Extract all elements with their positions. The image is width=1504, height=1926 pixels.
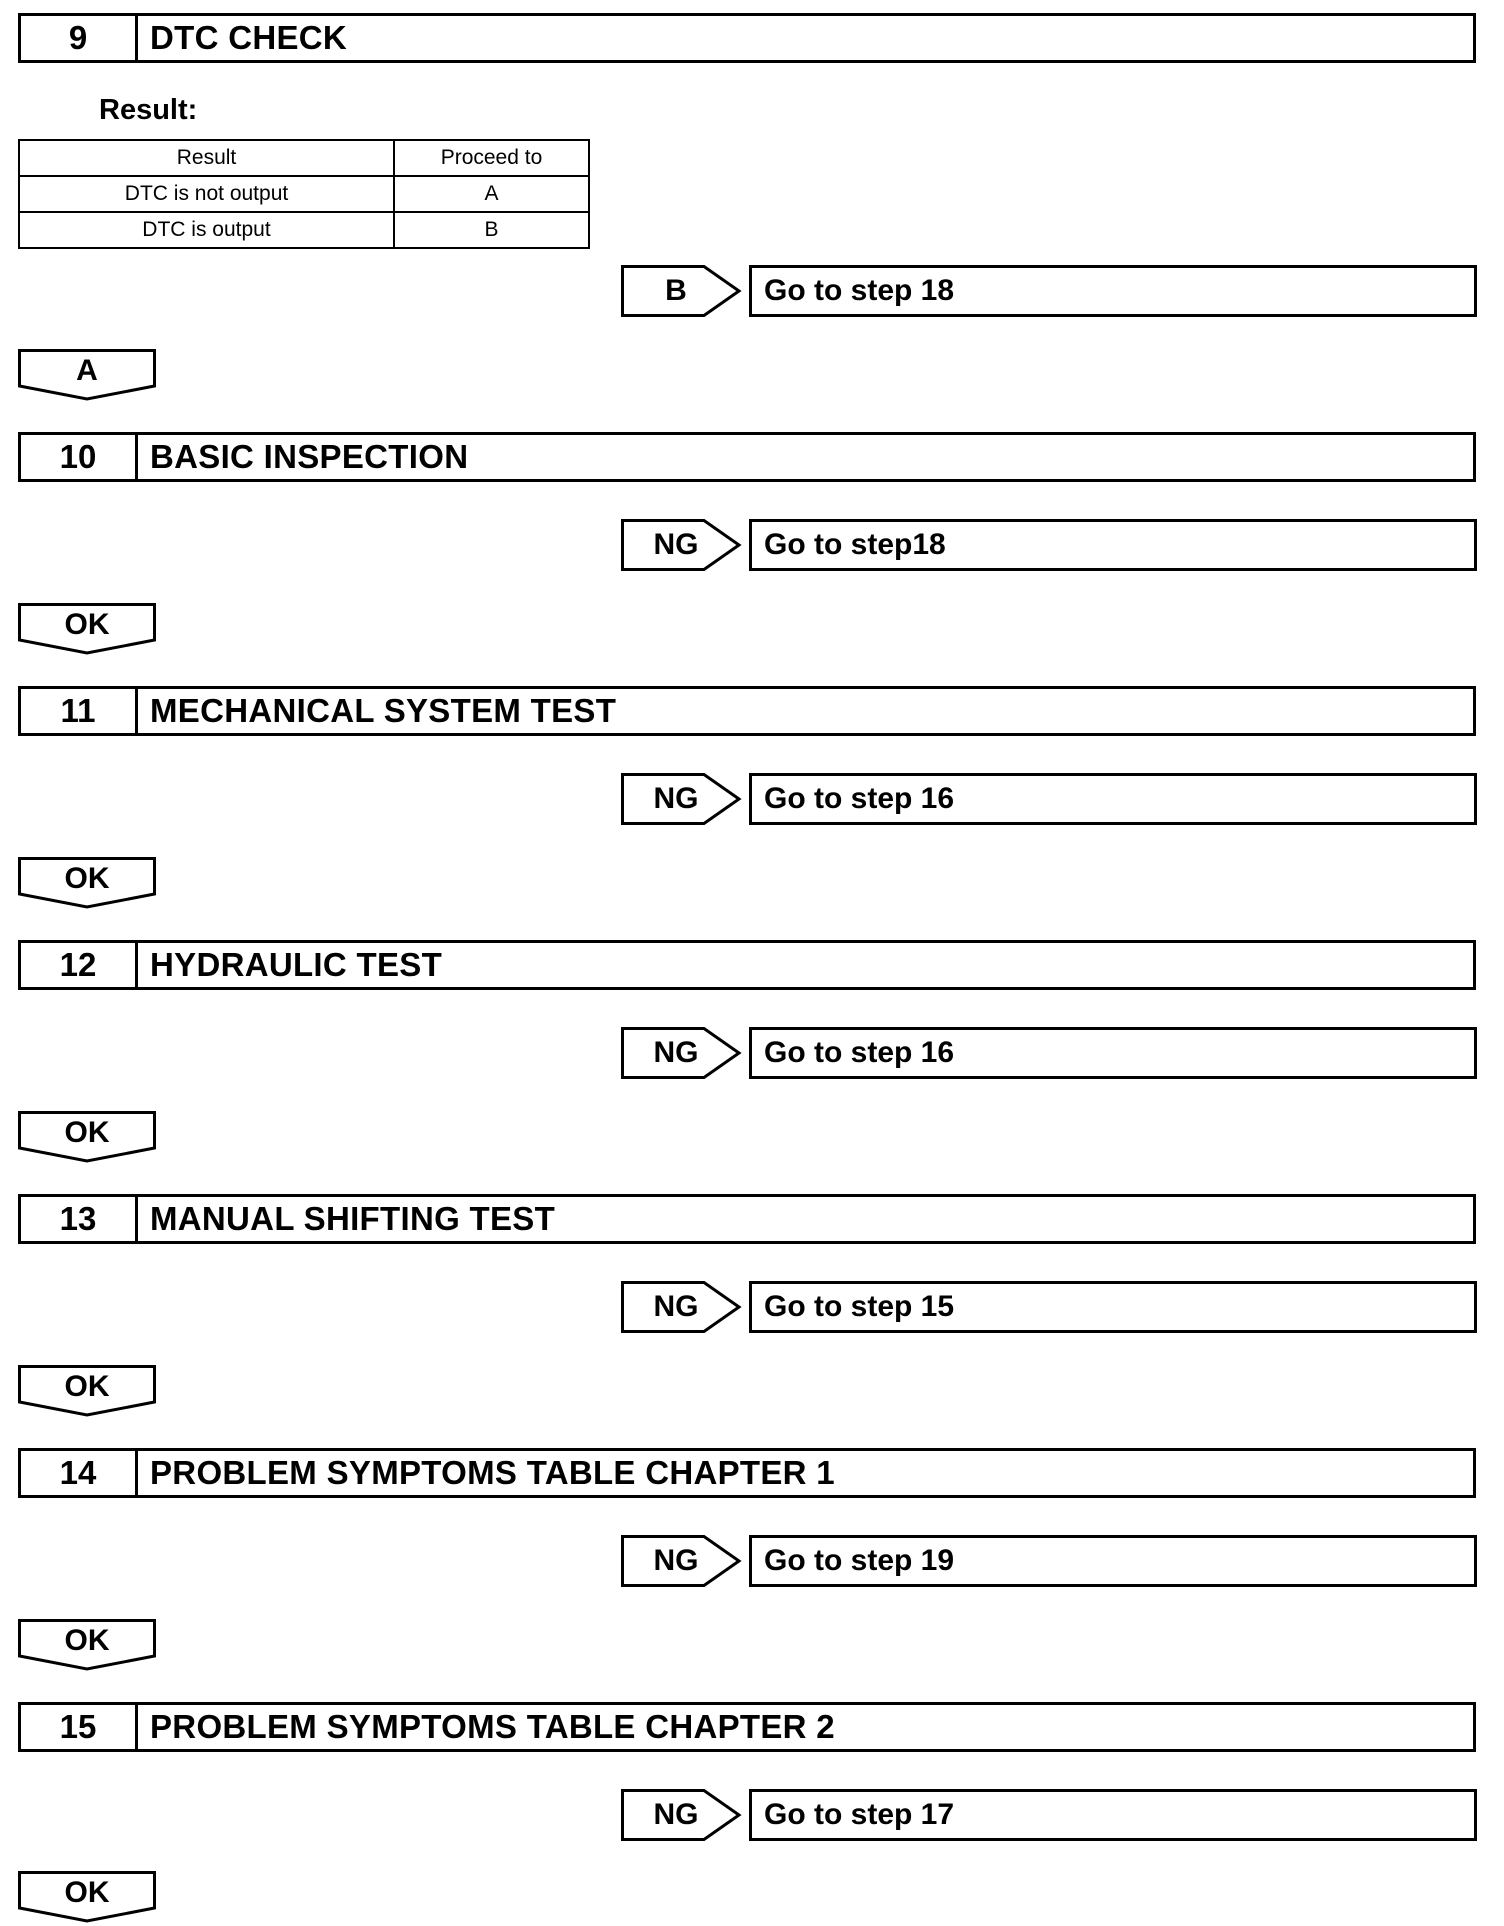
step-number: 10 <box>21 435 138 479</box>
step-title: PROBLEM SYMPTOMS TABLE CHAPTER 1 <box>150 1454 835 1491</box>
continue-arrow[interactable] <box>18 603 158 655</box>
continue-arrow[interactable] <box>18 1111 158 1163</box>
step-9-header <box>18 13 1476 63</box>
step-title: HYDRAULIC TEST <box>150 946 443 983</box>
step-number: 15 <box>21 1705 138 1749</box>
table-row <box>19 176 589 212</box>
goto-box: Go to step 17 <box>749 1789 1477 1841</box>
goto-box: Go to step 18 <box>749 265 1477 317</box>
continue-arrow[interactable] <box>18 1365 158 1417</box>
table-row <box>19 212 589 248</box>
branch-step-15[interactable] <box>621 1789 1477 1841</box>
continue-arrow[interactable] <box>18 857 158 909</box>
step-11-header <box>18 686 1476 736</box>
step-13-header <box>18 1194 1476 1244</box>
step-number: 9 <box>21 16 138 60</box>
table-header-proceed: Proceed to <box>394 140 589 176</box>
step-12-header <box>18 940 1476 990</box>
step-title: MECHANICAL SYSTEM TEST <box>150 692 617 729</box>
branch-step-11[interactable] <box>621 773 1477 825</box>
step-number: 14 <box>21 1451 138 1495</box>
result-table <box>18 139 590 249</box>
step-number: 12 <box>21 943 138 987</box>
goto-box: Go to step 15 <box>749 1281 1477 1333</box>
branch-code: NG <box>653 1290 699 1323</box>
table-cell: B <box>394 212 589 248</box>
continue-arrow[interactable] <box>18 1619 158 1671</box>
continue-label: OK <box>64 608 110 641</box>
step-title: PROBLEM SYMPTOMS TABLE CHAPTER 2 <box>150 1708 835 1745</box>
branch-code: NG <box>653 1544 699 1577</box>
branch-code: NG <box>653 1798 699 1831</box>
table-cell: A <box>394 176 589 212</box>
branch-step-9[interactable] <box>621 265 1477 317</box>
goto-box: Go to step 19 <box>749 1535 1477 1587</box>
goto-box: Go to step18 <box>749 519 1477 571</box>
continue-label: A <box>76 354 98 387</box>
continue-label: OK <box>64 1116 110 1149</box>
continue-arrow[interactable] <box>18 349 158 401</box>
branch-step-13[interactable] <box>621 1281 1477 1333</box>
branch-step-14[interactable] <box>621 1535 1477 1587</box>
branch-code: B <box>665 274 687 307</box>
branch-code: NG <box>653 1036 699 1069</box>
continue-label: OK <box>64 1370 110 1403</box>
step-10-header <box>18 432 1476 482</box>
branch-step-10[interactable] <box>621 519 1477 571</box>
step-14-header <box>18 1448 1476 1498</box>
step-number: 13 <box>21 1197 138 1241</box>
continue-label: OK <box>64 1624 110 1657</box>
result-label: Result: <box>99 94 198 126</box>
table-header-result: Result <box>19 140 394 176</box>
table-header-row <box>19 140 589 176</box>
step-title: BASIC INSPECTION <box>150 438 469 475</box>
step-title: MANUAL SHIFTING TEST <box>150 1200 556 1237</box>
branch-step-12[interactable] <box>621 1027 1477 1079</box>
step-15-header <box>18 1702 1476 1752</box>
goto-box: Go to step 16 <box>749 1027 1477 1079</box>
continue-arrow[interactable] <box>18 1871 158 1923</box>
table-cell: DTC is output <box>19 212 394 248</box>
continue-label: OK <box>64 1876 110 1909</box>
continue-label: OK <box>64 862 110 895</box>
step-title: DTC CHECK <box>150 19 348 56</box>
branch-code: NG <box>653 782 699 815</box>
table-cell: DTC is not output <box>19 176 394 212</box>
goto-box: Go to step 16 <box>749 773 1477 825</box>
step-number: 11 <box>21 689 138 733</box>
branch-code: NG <box>653 528 699 561</box>
